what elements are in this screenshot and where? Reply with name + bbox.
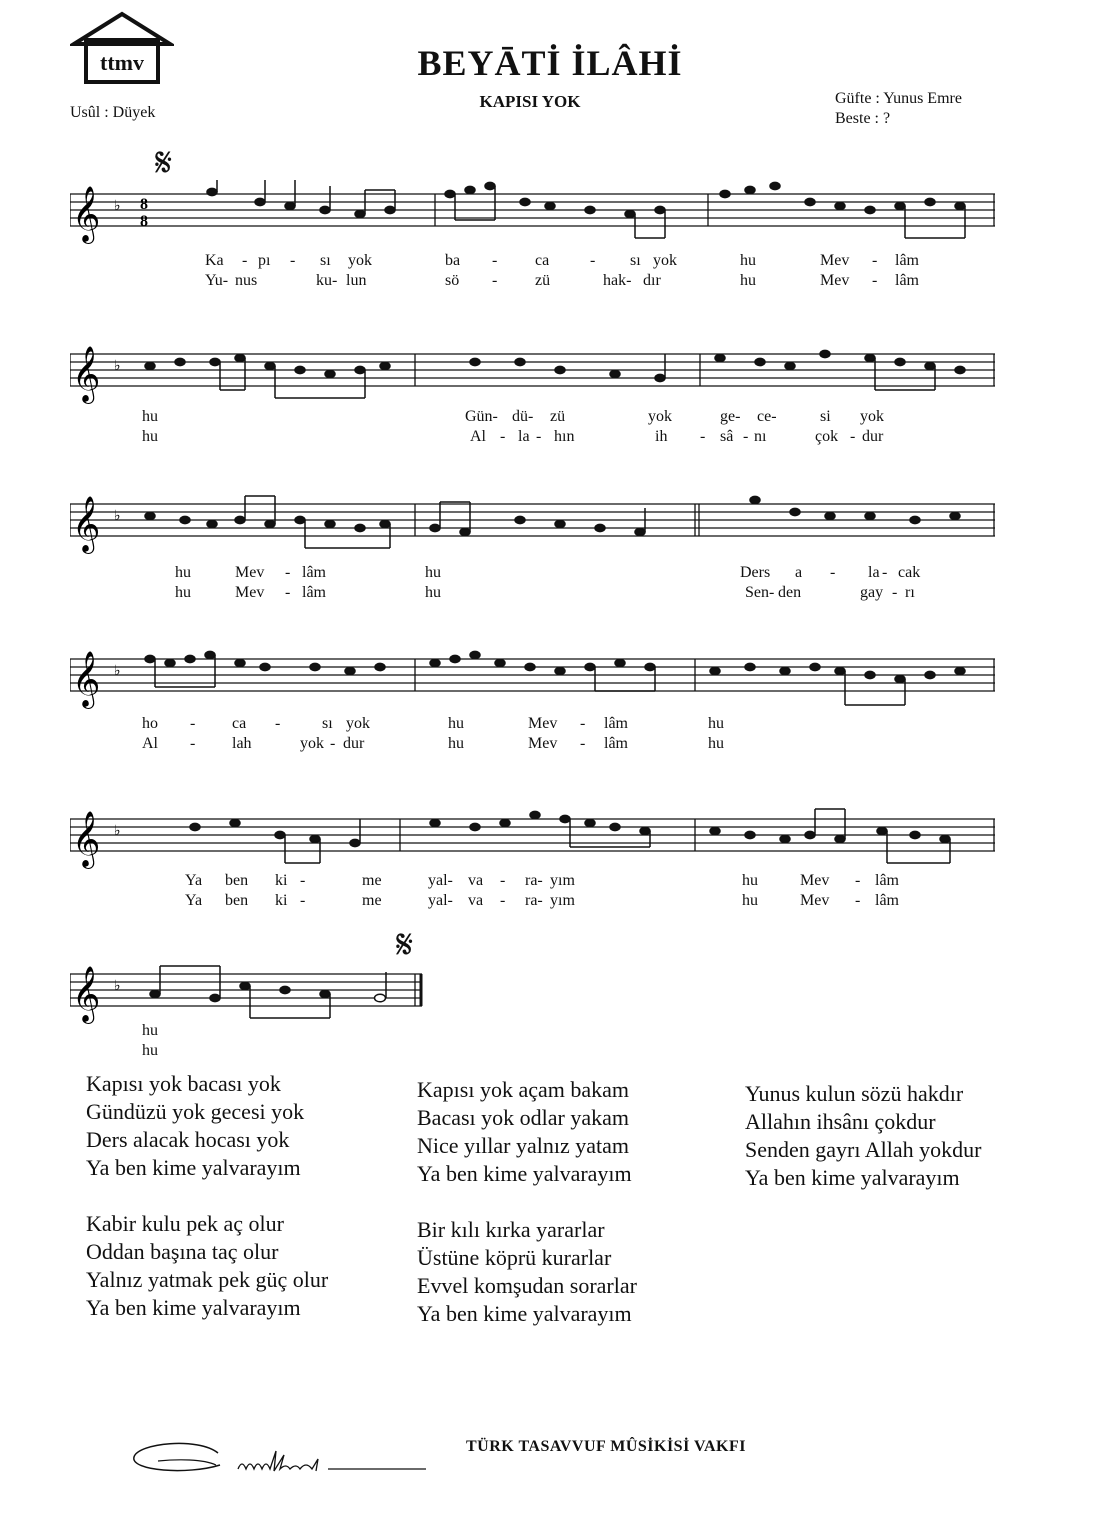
verse-line: Oddan başına taç olur [86, 1239, 279, 1264]
verse-stanza-4 [86, 1210, 328, 1322]
svg-text:♭: ♭ [114, 663, 121, 679]
svg-text:♭: ♭ [114, 978, 121, 994]
lyrics-system-4-verse-1: ho - ca - sı yok hu Mev - lâm hu [142, 715, 724, 732]
svg-text:𝄞: 𝄞 [72, 651, 101, 707]
svg-text:8: 8 [140, 213, 148, 230]
staff-system-3 [70, 490, 995, 560]
svg-text:♭: ♭ [114, 198, 121, 214]
svg-text:𝄞: 𝄞 [72, 346, 101, 402]
svg-text:ttmv: ttmv [100, 50, 144, 75]
verse-stanza-2 [417, 1076, 632, 1188]
verse-stanza-5 [417, 1216, 637, 1328]
gufte-label: Güfte : Yunus Emre [835, 90, 962, 107]
lyrics-system-1-verse-2: Yu- nus ku- lun sö - zü hak- dır hu Mev - lâm [205, 272, 919, 289]
svg-text:𝄞: 𝄞 [72, 966, 101, 1022]
lyrics-system-6-verse-1: hu [142, 1022, 158, 1039]
verse-line: Senden gayrı Allah yokdur [745, 1137, 982, 1162]
lyrics-system-5-verse-1: Ya ben ki - me yal- va - ra- yım hu Mev - lâm [185, 872, 899, 889]
foundation-name: TÜRK TASAVVUF MÛSİKİSİ VAKFI [466, 1438, 746, 1455]
page-title: BEYĀTİ İLÂHİ [417, 43, 683, 83]
lyrics-system-4-verse-2: Al - lah yok - dur hu Mev - lâm hu [142, 735, 724, 752]
verse-line: Evvel komşudan sorarlar [417, 1273, 637, 1298]
verse-line: Nice yıllar yalnız yatam [417, 1133, 629, 1158]
verse-line: Yunus kulun sözü hakdır [745, 1081, 964, 1106]
verse-line: Üstüne köprü kurarlar [417, 1245, 612, 1270]
staff-system-4 [70, 645, 995, 715]
svg-text:♭: ♭ [114, 358, 121, 374]
usul-label: Usûl : Düyek [70, 104, 156, 121]
lyrics-system-2-verse-1: hu Gün- dü- zü yok ge- ce- si yok [142, 408, 884, 425]
verse-line: Ya ben kime yalvarayım [86, 1295, 301, 1320]
svg-text:♭: ♭ [114, 508, 121, 524]
verse-line: Kapısı yok bacası yok [86, 1071, 281, 1096]
verse-stanza-1 [86, 1070, 304, 1182]
page-subtitle: KAPISI YOK [479, 92, 581, 111]
verse-line: Kapısı yok açam bakam [417, 1077, 629, 1102]
verse-line: Ders alacak hocası yok [86, 1127, 290, 1152]
lyrics-system-6-verse-2: hu [142, 1042, 158, 1059]
staff-system-5 [70, 805, 995, 875]
lyrics-system-3-verse-1: hu Mev - lâm hu Ders a - la - cak [175, 564, 921, 581]
lyrics-system-3-verse-2: hu Mev - lâm hu Sen- den gay - rı [175, 584, 915, 601]
verse-stanza-3 [745, 1080, 981, 1192]
staff-system-1 [70, 180, 995, 250]
verse-line: Bir kılı kırka yararlar [417, 1217, 605, 1242]
verse-line: Ya ben kime yalvarayım [745, 1165, 960, 1190]
svg-text:♭: ♭ [114, 823, 121, 839]
verse-line: Allahın ihsânı çokdur [745, 1109, 936, 1134]
verse-line: Gündüzü yok gecesi yok [86, 1099, 305, 1124]
svg-text:𝄞: 𝄞 [72, 811, 101, 867]
verse-line: Ya ben kime yalvarayım [417, 1161, 632, 1186]
handwritten-signature [128, 1435, 428, 1485]
beste-label: Beste : ? [835, 110, 891, 127]
verse-line: Yalnız yatmak pek güç olur [86, 1267, 329, 1292]
lyrics-system-2-verse-2: hu Al - la - hın ih - sâ - nı çok - dur [142, 428, 884, 445]
svg-text:𝄞: 𝄞 [72, 186, 101, 242]
lyrics-system-1-verse-1: Ka - pı - sı yok ba - ca - sı yok hu Mev - lâm [205, 252, 919, 269]
svg-text:𝄞: 𝄞 [72, 496, 101, 552]
verse-line: Bacası yok odlar yakam [417, 1105, 629, 1130]
verse-line: Ya ben kime yalvarayım [417, 1301, 632, 1326]
svg-text:8: 8 [140, 196, 148, 213]
segno-sign: 𝄋 [155, 140, 173, 186]
staff-system-2 [70, 340, 995, 410]
staff-system-6 [70, 960, 430, 1030]
lyrics-system-5-verse-2: Ya ben ki - me yal- va - ra- yım hu Mev - lâm [185, 892, 899, 909]
verse-line: Kabir kulu pek aç olur [86, 1211, 284, 1236]
segno-sign-end: 𝄋 [396, 922, 414, 968]
verse-line: Ya ben kime yalvarayım [86, 1155, 301, 1180]
